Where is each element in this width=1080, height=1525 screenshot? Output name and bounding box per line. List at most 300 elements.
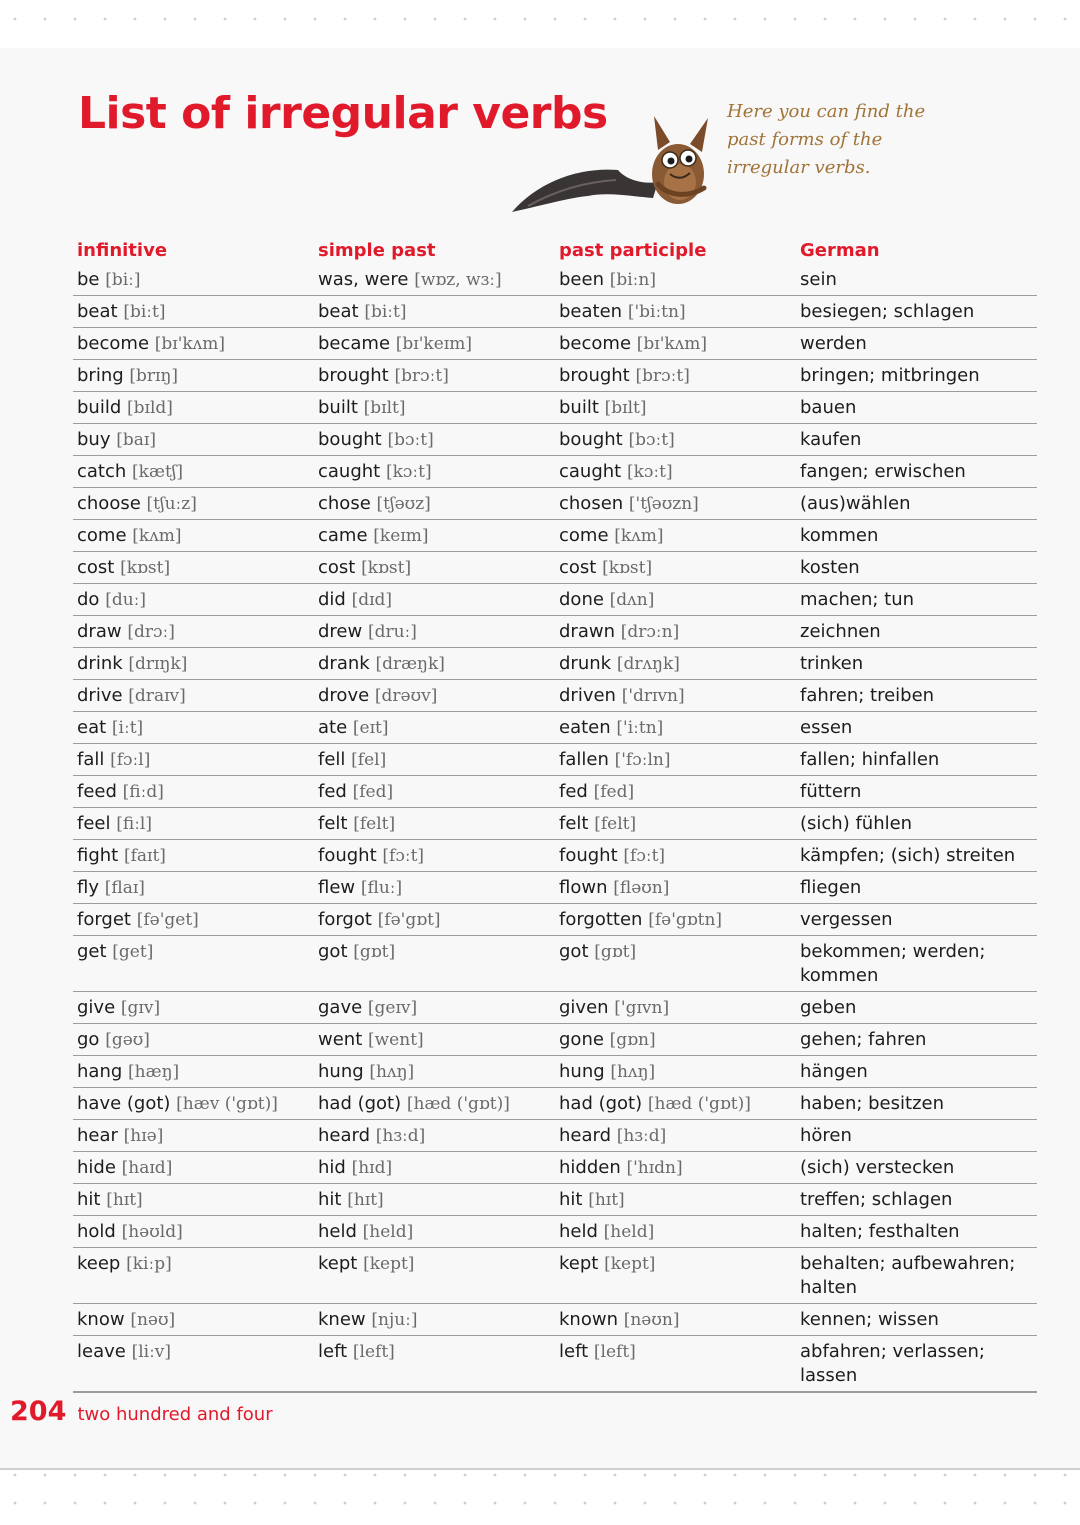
infinitive-pronunciation: [biːt] <box>123 302 166 322</box>
infinitive-word: be <box>77 269 100 290</box>
simple-past-word: kept <box>318 1253 358 1274</box>
german-translation: kämpfen; (sich) streiten <box>796 840 1037 872</box>
infinitive-cell <box>73 904 314 936</box>
simple-past-word: did <box>318 589 346 610</box>
simple-past-word: had (got) <box>318 1093 402 1114</box>
header-german: German <box>800 239 880 261</box>
past-participle-pronunciation: [kept] <box>604 1254 656 1274</box>
table-row <box>73 584 1037 616</box>
infinitive-word: hit <box>77 1189 101 1210</box>
infinitive-cell <box>73 552 314 584</box>
german-translation: (sich) fühlen <box>796 808 1037 840</box>
simple-past-pronunciation: [wɒz, wɜː] <box>414 270 502 290</box>
table-row <box>73 616 1037 648</box>
simple-past-pronunciation: [bɪlt] <box>363 398 406 418</box>
infinitive-cell <box>73 616 314 648</box>
past-participle-pronunciation: ['biːtn] <box>627 302 686 322</box>
simple-past-pronunciation: [hæd ('gɒt)] <box>406 1094 510 1114</box>
german-translation: halten; festhalten <box>796 1216 1037 1248</box>
past-participle-pronunciation: [bɔːt] <box>628 430 675 450</box>
table-row <box>73 1088 1037 1120</box>
infinitive-pronunciation: [kɒst] <box>120 558 171 578</box>
simple-past-pronunciation: [njuː] <box>371 1310 418 1330</box>
simple-past-word: went <box>318 1029 363 1050</box>
past-participle-pronunciation: [hæd ('gɒt)] <box>647 1094 751 1114</box>
table-row <box>73 872 1037 904</box>
table-header-row <box>73 234 1037 264</box>
past-participle-pronunciation: [gɒn] <box>609 1030 656 1050</box>
infinitive-word: leave <box>77 1341 126 1362</box>
infinitive-word: keep <box>77 1253 121 1274</box>
infinitive-word: hear <box>77 1125 118 1146</box>
past-participle-word: beaten <box>559 301 623 322</box>
german-translation: kommen <box>796 520 1037 552</box>
infinitive-cell <box>73 456 314 488</box>
simple-past-pronunciation: [tʃəʊz] <box>376 494 431 514</box>
past-participle-cell <box>555 392 796 424</box>
simple-past-cell <box>314 264 555 296</box>
german-translation: vergessen <box>796 904 1037 936</box>
past-participle-cell <box>555 552 796 584</box>
past-participle-word: driven <box>559 685 616 706</box>
infinitive-pronunciation: [gəʊ] <box>105 1030 150 1050</box>
infinitive-cell <box>73 424 314 456</box>
simple-past-word: bought <box>318 429 382 450</box>
simple-past-cell <box>314 680 555 712</box>
table-row <box>73 520 1037 552</box>
past-participle-pronunciation: [fə'gɒtn] <box>648 910 723 930</box>
irregular-verbs-table <box>73 234 1037 1393</box>
infinitive-word: catch <box>77 461 127 482</box>
german-translation: geben <box>796 992 1037 1024</box>
simple-past-pronunciation: [hɜːd] <box>375 1126 426 1146</box>
simple-past-cell <box>314 1184 555 1216</box>
infinitive-pronunciation: [iːt] <box>111 718 144 738</box>
table-row <box>73 904 1037 936</box>
infinitive-cell <box>73 680 314 712</box>
bottom-dot-border <box>0 1470 1080 1480</box>
simple-past-word: hit <box>318 1189 342 1210</box>
german-translation: kennen; wissen <box>796 1304 1037 1336</box>
simple-past-word: hung <box>318 1061 364 1082</box>
past-participle-word: hung <box>559 1061 605 1082</box>
past-participle-pronunciation: [bɪ'kʌm] <box>636 334 708 354</box>
simple-past-cell <box>314 808 555 840</box>
simple-past-pronunciation: [kɔːt] <box>385 462 432 482</box>
infinitive-cell <box>73 488 314 520</box>
table-row <box>73 1184 1037 1216</box>
table-row <box>73 840 1037 872</box>
past-participle-pronunciation: [fɔːt] <box>623 846 666 866</box>
simple-past-word: came <box>318 525 368 546</box>
infinitive-pronunciation: [drɔː] <box>127 622 175 642</box>
simple-past-cell <box>314 328 555 360</box>
simple-past-word: fought <box>318 845 377 866</box>
simple-past-cell <box>314 456 555 488</box>
past-participle-pronunciation: [fed] <box>593 782 635 802</box>
past-participle-pronunciation: [kʌm] <box>614 526 664 546</box>
simple-past-pronunciation: [bɪ'keɪm] <box>395 334 472 354</box>
past-participle-cell <box>555 456 796 488</box>
simple-past-pronunciation: [fluː] <box>360 878 403 898</box>
past-participle-word: fallen <box>559 749 609 770</box>
table-row <box>73 992 1037 1024</box>
table-row <box>73 392 1037 424</box>
german-translation: (aus)wählen <box>796 488 1037 520</box>
simple-past-pronunciation: [hɪd] <box>351 1158 393 1178</box>
german-translation: behalten; aufbewahren; halten <box>796 1248 1037 1304</box>
infinitive-cell <box>73 296 314 328</box>
infinitive-cell <box>73 1056 314 1088</box>
past-participle-word: done <box>559 589 604 610</box>
header-infinitive: infinitive <box>77 239 168 261</box>
infinitive-cell <box>73 936 314 992</box>
past-participle-pronunciation: [kɔːt] <box>626 462 673 482</box>
infinitive-cell <box>73 776 314 808</box>
simple-past-word: gave <box>318 997 363 1018</box>
past-participle-pronunciation: ['hɪdn] <box>626 1158 683 1178</box>
past-participle-cell <box>555 1184 796 1216</box>
infinitive-pronunciation: [nəʊ] <box>130 1310 176 1330</box>
german-translation: gehen; fahren <box>796 1024 1037 1056</box>
past-participle-pronunciation: [dʌn] <box>609 590 655 610</box>
infinitive-pronunciation: [həʊld] <box>121 1222 183 1242</box>
simple-past-pronunciation: [drəʊv] <box>374 686 438 706</box>
infinitive-word: cost <box>77 557 115 578</box>
past-participle-cell <box>555 1152 796 1184</box>
past-participle-word: brought <box>559 365 630 386</box>
simple-past-word: caught <box>318 461 381 482</box>
past-participle-cell <box>555 1216 796 1248</box>
simple-past-word: held <box>318 1221 357 1242</box>
infinitive-pronunciation: [haɪd] <box>121 1158 173 1178</box>
infinitive-cell <box>73 1216 314 1248</box>
german-translation: fallen; hinfallen <box>796 744 1037 776</box>
past-participle-pronunciation: [bɪlt] <box>604 398 647 418</box>
past-participle-cell <box>555 712 796 744</box>
infinitive-cell <box>73 520 314 552</box>
german-translation: fliegen <box>796 872 1037 904</box>
simple-past-cell <box>314 488 555 520</box>
past-participle-word: forgotten <box>559 909 643 930</box>
simple-past-pronunciation: [kɒst] <box>361 558 412 578</box>
past-participle-cell <box>555 296 796 328</box>
simple-past-cell <box>314 1088 555 1120</box>
infinitive-cell <box>73 1024 314 1056</box>
simple-past-cell <box>314 1336 555 1393</box>
german-translation: treffen; schlagen <box>796 1184 1037 1216</box>
infinitive-word: know <box>77 1309 125 1330</box>
infinitive-word: draw <box>77 621 122 642</box>
page-footer <box>10 1396 273 1427</box>
infinitive-pronunciation: [hɪə] <box>123 1126 164 1146</box>
past-participle-pronunciation: [left] <box>593 1342 636 1362</box>
simple-past-word: got <box>318 941 348 962</box>
past-participle-word: had (got) <box>559 1093 643 1114</box>
infinitive-cell <box>73 648 314 680</box>
infinitive-word: get <box>77 941 107 962</box>
past-participle-word: cost <box>559 557 597 578</box>
simple-past-cell <box>314 1216 555 1248</box>
past-participle-cell <box>555 1336 796 1393</box>
simple-past-cell <box>314 1024 555 1056</box>
simple-past-cell <box>314 1152 555 1184</box>
past-participle-cell <box>555 936 796 992</box>
past-participle-cell <box>555 424 796 456</box>
page-number: 204 <box>10 1396 67 1427</box>
past-participle-pronunciation: [hɪt] <box>588 1190 625 1210</box>
infinitive-word: bring <box>77 365 124 386</box>
table-row <box>73 264 1037 296</box>
past-participle-word: built <box>559 397 599 418</box>
table-body <box>73 264 1037 1392</box>
simple-past-word: ate <box>318 717 348 738</box>
table-row <box>73 456 1037 488</box>
simple-past-word: forgot <box>318 909 372 930</box>
past-participle-pronunciation: [brɔːt] <box>635 366 690 386</box>
simple-past-pronunciation: [went] <box>368 1030 424 1050</box>
german-translation: kaufen <box>796 424 1037 456</box>
header-past-participle: past participle <box>559 239 707 261</box>
infinitive-word: eat <box>77 717 107 738</box>
simple-past-cell <box>314 712 555 744</box>
past-participle-word: known <box>559 1309 618 1330</box>
header-simple-past: simple past <box>318 239 436 261</box>
table-row <box>73 296 1037 328</box>
past-participle-cell <box>555 1088 796 1120</box>
infinitive-pronunciation: [brɪŋ] <box>129 366 179 386</box>
infinitive-pronunciation: [hɪt] <box>106 1190 143 1210</box>
infinitive-word: fight <box>77 845 119 866</box>
past-participle-cell <box>555 648 796 680</box>
infinitive-word: give <box>77 997 116 1018</box>
simple-past-pronunciation: [geɪv] <box>367 998 418 1018</box>
simple-past-cell <box>314 552 555 584</box>
table-row <box>73 424 1037 456</box>
infinitive-word: come <box>77 525 127 546</box>
past-participle-pronunciation: [drɔːn] <box>620 622 680 642</box>
german-translation: bringen; mitbringen <box>796 360 1037 392</box>
infinitive-word: buy <box>77 429 111 450</box>
infinitive-cell <box>73 712 314 744</box>
infinitive-word: feel <box>77 813 111 834</box>
simple-past-word: left <box>318 1341 348 1362</box>
infinitive-pronunciation: [bɪld] <box>127 398 173 418</box>
page-number-words: two hundred and four <box>77 1404 273 1425</box>
infinitive-word: fly <box>77 877 99 898</box>
infinitive-pronunciation: [hæŋ] <box>128 1062 180 1082</box>
simple-past-cell <box>314 872 555 904</box>
infinitive-cell <box>73 1088 314 1120</box>
table-row <box>73 552 1037 584</box>
past-participle-cell <box>555 776 796 808</box>
simple-past-pronunciation: [held] <box>362 1222 414 1242</box>
table-row <box>73 1120 1037 1152</box>
past-participle-word: given <box>559 997 609 1018</box>
german-translation: (sich) verstecken <box>796 1152 1037 1184</box>
simple-past-cell <box>314 936 555 992</box>
table-row <box>73 1152 1037 1184</box>
past-participle-word: been <box>559 269 604 290</box>
infinitive-cell <box>73 328 314 360</box>
infinitive-pronunciation: [biː] <box>105 270 141 290</box>
simple-past-word: heard <box>318 1125 371 1146</box>
simple-past-word: cost <box>318 557 356 578</box>
infinitive-pronunciation: [baɪ] <box>116 430 156 450</box>
infinitive-cell <box>73 1304 314 1336</box>
infinitive-cell <box>73 584 314 616</box>
infinitive-cell <box>73 264 314 296</box>
simple-past-cell <box>314 1304 555 1336</box>
past-participle-word: fought <box>559 845 618 866</box>
infinitive-pronunciation: [kʌm] <box>132 526 182 546</box>
infinitive-pronunciation: [duː] <box>105 590 147 610</box>
german-translation: bekommen; werden; kommen <box>796 936 1037 992</box>
simple-past-word: was, were <box>318 269 409 290</box>
past-participle-word: hidden <box>559 1157 621 1178</box>
past-participle-word: flown <box>559 877 608 898</box>
infinitive-cell <box>73 744 314 776</box>
german-translation: hängen <box>796 1056 1037 1088</box>
past-participle-cell <box>555 520 796 552</box>
german-translation: machen; tun <box>796 584 1037 616</box>
simple-past-cell <box>314 904 555 936</box>
infinitive-cell <box>73 808 314 840</box>
simple-past-cell <box>314 584 555 616</box>
simple-past-cell <box>314 992 555 1024</box>
past-participle-cell <box>555 680 796 712</box>
table-row <box>73 1024 1037 1056</box>
table-row <box>73 360 1037 392</box>
table-row <box>73 1336 1037 1393</box>
infinitive-pronunciation: [fiːd] <box>122 782 164 802</box>
past-participle-word: bought <box>559 429 623 450</box>
top-dot-border <box>0 14 1080 24</box>
simple-past-word: drew <box>318 621 363 642</box>
infinitive-cell <box>73 1336 314 1393</box>
past-participle-pronunciation: [gɒt] <box>594 942 637 962</box>
past-participle-word: drunk <box>559 653 612 674</box>
past-participle-cell <box>555 328 796 360</box>
simple-past-pronunciation: [hɪt] <box>347 1190 384 1210</box>
table-row <box>73 680 1037 712</box>
infinitive-cell <box>73 992 314 1024</box>
simple-past-pronunciation: [fel] <box>351 750 387 770</box>
table-row <box>73 808 1037 840</box>
simple-past-pronunciation: [keɪm] <box>373 526 429 546</box>
past-participle-cell <box>555 1056 796 1088</box>
past-participle-pronunciation: [felt] <box>594 814 637 834</box>
simple-past-word: hid <box>318 1157 346 1178</box>
infinitive-word: go <box>77 1029 100 1050</box>
past-participle-pronunciation: [held] <box>603 1222 655 1242</box>
simple-past-pronunciation: [fə'gɒt] <box>377 910 441 930</box>
infinitive-pronunciation: [drɪŋk] <box>128 654 188 674</box>
table-row <box>73 776 1037 808</box>
past-participle-pronunciation: ['gɪvn] <box>614 998 670 1018</box>
german-translation: bauen <box>796 392 1037 424</box>
past-participle-pronunciation: [drʌŋk] <box>616 654 680 674</box>
infinitive-pronunciation: [flaɪ] <box>104 878 145 898</box>
simple-past-pronunciation: [druː] <box>367 622 417 642</box>
past-participle-cell <box>555 992 796 1024</box>
german-translation: haben; besitzen <box>796 1088 1037 1120</box>
infinitive-pronunciation: [fiːl] <box>116 814 153 834</box>
infinitive-word: feed <box>77 781 117 802</box>
past-participle-word: come <box>559 525 609 546</box>
simple-past-word: flew <box>318 877 356 898</box>
past-participle-cell <box>555 1120 796 1152</box>
simple-past-word: brought <box>318 365 389 386</box>
past-participle-word: felt <box>559 813 589 834</box>
table-row <box>73 936 1037 992</box>
past-participle-cell <box>555 1248 796 1304</box>
german-translation: besiegen; schlagen <box>796 296 1037 328</box>
infinitive-pronunciation: [kætʃ] <box>132 462 184 482</box>
table-row <box>73 1248 1037 1304</box>
simple-past-word: fell <box>318 749 346 770</box>
german-translation: fangen; erwischen <box>796 456 1037 488</box>
infinitive-pronunciation: [get] <box>112 942 154 962</box>
infinitive-pronunciation: [draɪv] <box>128 686 186 706</box>
past-participle-pronunciation: [hʌŋ] <box>610 1062 656 1082</box>
past-participle-cell <box>555 584 796 616</box>
infinitive-word: beat <box>77 301 118 322</box>
simple-past-word: beat <box>318 301 359 322</box>
simple-past-cell <box>314 520 555 552</box>
past-participle-word: chosen <box>559 493 624 514</box>
simple-past-cell <box>314 1056 555 1088</box>
german-translation: zeichnen <box>796 616 1037 648</box>
infinitive-pronunciation: [faɪt] <box>123 846 166 866</box>
past-participle-word: hit <box>559 1189 583 1210</box>
past-participle-cell <box>555 1024 796 1056</box>
table-row <box>73 744 1037 776</box>
past-participle-pronunciation: [hɜːd] <box>616 1126 667 1146</box>
past-participle-cell <box>555 1304 796 1336</box>
infinitive-word: drink <box>77 653 123 674</box>
infinitive-word: do <box>77 589 100 610</box>
past-participle-word: become <box>559 333 632 354</box>
infinitive-word: have (got) <box>77 1093 171 1114</box>
past-participle-cell <box>555 488 796 520</box>
table-row <box>73 1216 1037 1248</box>
infinitive-cell <box>73 1152 314 1184</box>
past-participle-word: caught <box>559 461 622 482</box>
simple-past-cell <box>314 360 555 392</box>
german-translation: kosten <box>796 552 1037 584</box>
infinitive-pronunciation: [gɪv] <box>120 998 161 1018</box>
german-translation: essen <box>796 712 1037 744</box>
german-translation: fahren; treiben <box>796 680 1037 712</box>
infinitive-cell <box>73 840 314 872</box>
infinitive-word: build <box>77 397 122 418</box>
simple-past-word: became <box>318 333 391 354</box>
past-participle-cell <box>555 872 796 904</box>
simple-past-word: knew <box>318 1309 366 1330</box>
infinitive-pronunciation: [liːv] <box>131 1342 172 1362</box>
infinitive-pronunciation: [fɔːl] <box>110 750 151 770</box>
simple-past-word: drank <box>318 653 370 674</box>
past-participle-word: drawn <box>559 621 615 642</box>
simple-past-cell <box>314 392 555 424</box>
past-participle-cell <box>555 744 796 776</box>
past-participle-word: left <box>559 1341 589 1362</box>
simple-past-word: felt <box>318 813 348 834</box>
simple-past-cell <box>314 296 555 328</box>
infinitive-cell <box>73 1248 314 1304</box>
simple-past-pronunciation: [eɪt] <box>352 718 389 738</box>
